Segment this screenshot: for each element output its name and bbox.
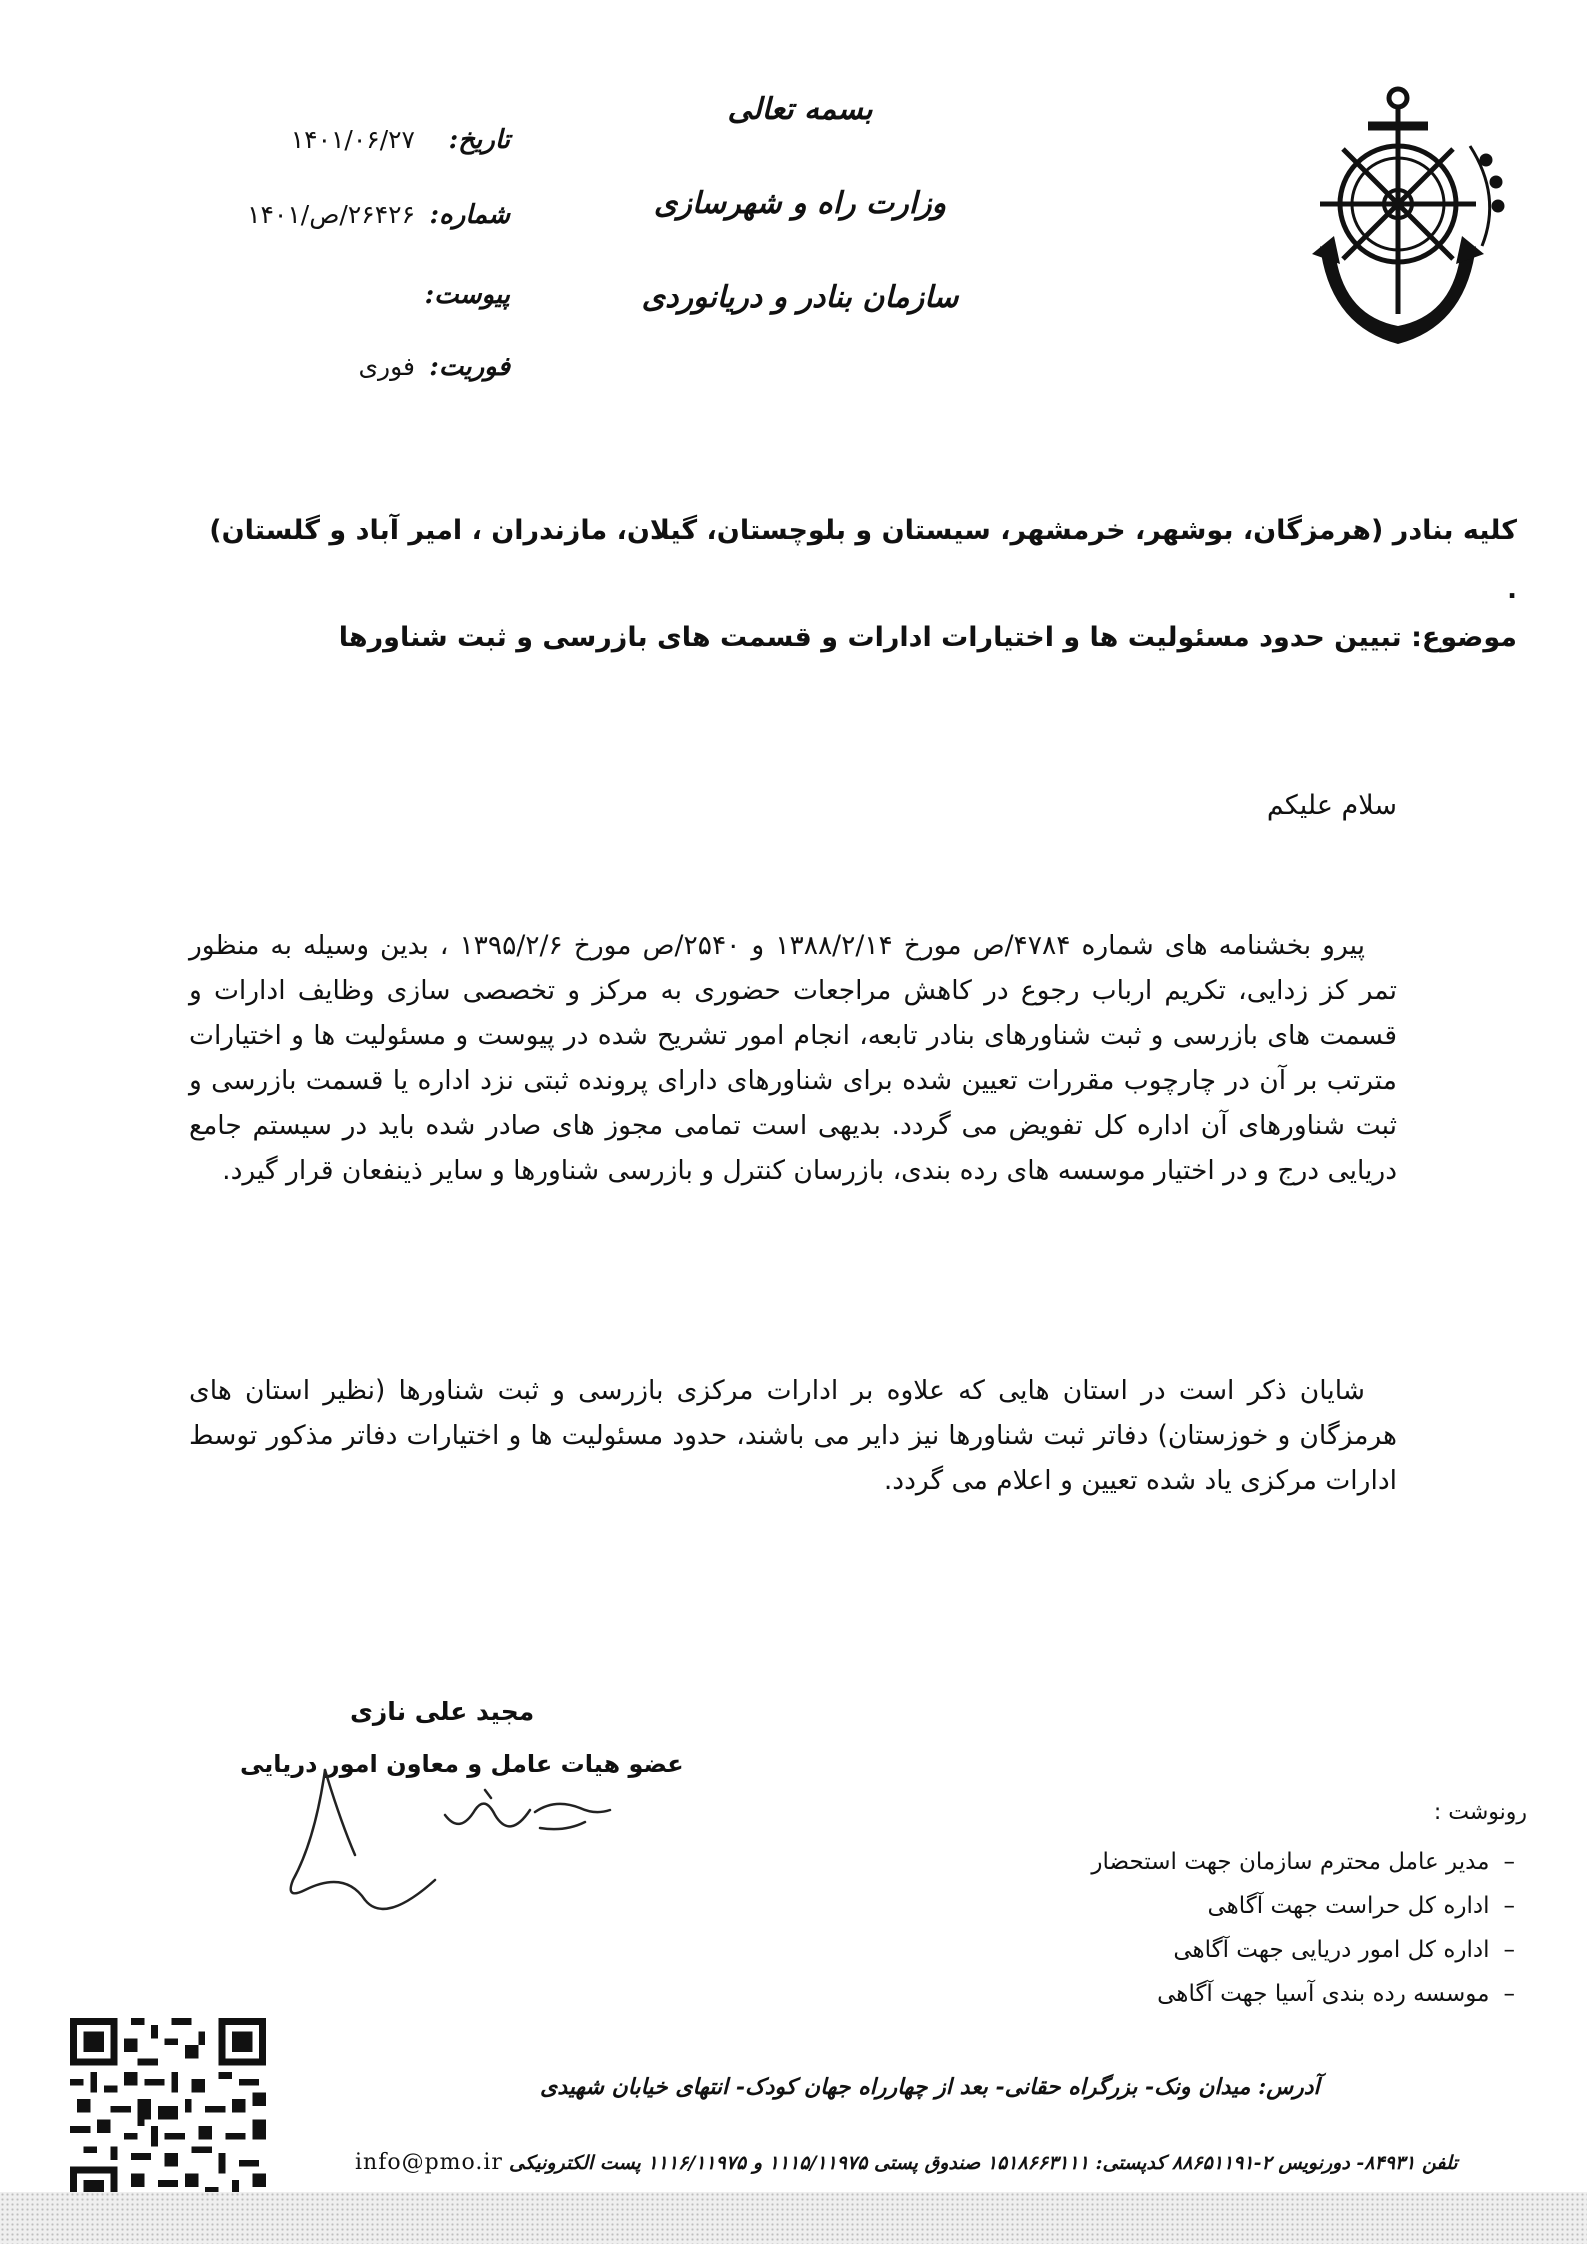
separator-dot: .	[1507, 575, 1517, 605]
handwritten-signature	[285, 1760, 615, 1925]
cc-item: –مدیر عامل محترم سازمان جهت استحضار	[1091, 1849, 1515, 1875]
subject-text: تبیین حدود مسئولیت ها و اختیارات ادارات و قسمت های بازرسی و ثبت شناورها	[338, 622, 1402, 653]
date-value: ۱۴۰۱/۰۶/۲۷	[290, 125, 415, 154]
letterhead-heading	[620, 92, 980, 377]
cc-list	[1091, 1840, 1515, 2016]
greeting: سلام علیکم	[1266, 790, 1397, 821]
organization-emblem-logo	[1310, 86, 1506, 348]
cc-title: رونوشت :	[1433, 1800, 1527, 1825]
recipient-line: کلیه بنادر (هرمزگان، بوشهر، خرمشهر، سیستان و بلوچستان، گیلان، مازندران ، امیر آباد و گلستان)	[209, 515, 1517, 546]
attachment-row	[240, 280, 510, 320]
cc-item: –موسسه رده بندی آسیا جهت آگاهی	[1157, 1981, 1515, 2007]
urgency-label: فوریت:	[429, 352, 510, 382]
footer-email: info@pmo.ir	[355, 2150, 503, 2175]
scan-dotted-band	[0, 2192, 1587, 2244]
ministry-name: وزارت راه و شهرسازی	[653, 186, 947, 221]
footer-contact-text: تلفن ۸۴۹۳۱- دورنویس ۲-۸۸۶۵۱۱۹۱ کدپستی: ۱۵۱۸۶۶۳۱۱۱ صندوق پستی ۱۱۱۵/۱۱۹۷۵ و ۱۱۱۶/۱۱۹۷۵ پست الکترونیکی	[509, 2152, 1458, 2174]
footer-address: آدرس: میدان ونک- بزرگراه حقانی- بعد از چهارراه جهان کودک- انتهای خیابان شهیدی	[540, 2074, 1320, 2100]
attachment-label: پیوست:	[424, 280, 510, 310]
body-paragraph: پیرو بخشنامه های شماره ۴۷۸۴/ص مورخ ۱۳۸۸/۲/۱۴ و ۲۵۴۰/ص مورخ ۱۳۹۵/۲/۶ ، بدین وسیله به منظور تمر کز زدایی، تکریم ارباب رجوع در کاهش مراجعات حضوری به مرکز و تخصصی سازی وظایف ادارات و قسمت های بازرسی و ثبت شناورهای بنادر تابعه، انجام امور تشریح شده در پیوست و مسئولیت ها و اختیارات مترتب بر آن در چارچوب مقررات تعیین شده برای شناورهای دارای پرونده ثبتی نزد اداره یا قسمت بازرسی و ثبت شناورهای آن اداره کل تفویض می گردد. بدیهی است تمامی مجوز های صادر شده باید در سیستم جامع دریایی درج و در اختیار موسسه های رده بندی، بازرسان کنترل و بازرسی شناورها و سایر ذینفعان قرار گیرد.	[189, 930, 1397, 1186]
date-row	[240, 125, 510, 165]
organization-name: سازمان بنادر و دریانوردی	[641, 280, 959, 315]
urgency-row	[240, 352, 510, 392]
urgency-value: فوری	[358, 352, 415, 381]
date-label: تاریخ:	[448, 125, 510, 155]
qr-code	[70, 2018, 266, 2214]
footer-contact	[355, 2150, 1458, 2175]
cc-item: –اداره کل حراست جهت آگاهی	[1207, 1893, 1515, 1919]
subject-label: موضوع:	[1411, 622, 1517, 653]
number-value: ۲۶۴۲۶/ص/۱۴۰۱	[247, 200, 415, 229]
number-row	[240, 200, 510, 240]
signer-title: عضو هیات عامل و معاون امور دریایی	[240, 1750, 684, 1778]
cc-item-text: اداره کل امور دریایی جهت آگاهی	[1173, 1937, 1490, 1963]
body-paragraph: شایان ذکر است در استان هایی که علاوه بر ادارات مرکزی بازرسی و ثبت شناورها (نظیر استان های هرمزگان و خوزستان) دفاتر ثبت شناورها نیز دایر می باشند، حدود مسئولیت ها و اختیارات دفاتر مذکور توسط ادارات مرکزی یاد شده تعیین و اعلام می گردد.	[189, 1375, 1397, 1496]
number-label: شماره:	[429, 200, 510, 230]
cc-item-text: مدیر عامل محترم سازمان جهت استحضار	[1091, 1849, 1490, 1875]
cc-item-text: موسسه رده بندی آسیا جهت آگاهی	[1157, 1981, 1490, 2007]
cc-item-text: اداره کل حراست جهت آگاهی	[1207, 1893, 1490, 1919]
cc-item: –اداره کل امور دریایی جهت آگاهی	[1173, 1937, 1515, 1963]
subject-line	[339, 622, 1517, 653]
signer-name: مجید علی نازی	[350, 1697, 535, 1726]
bismillah-text: بسمه تعالی	[727, 92, 873, 127]
